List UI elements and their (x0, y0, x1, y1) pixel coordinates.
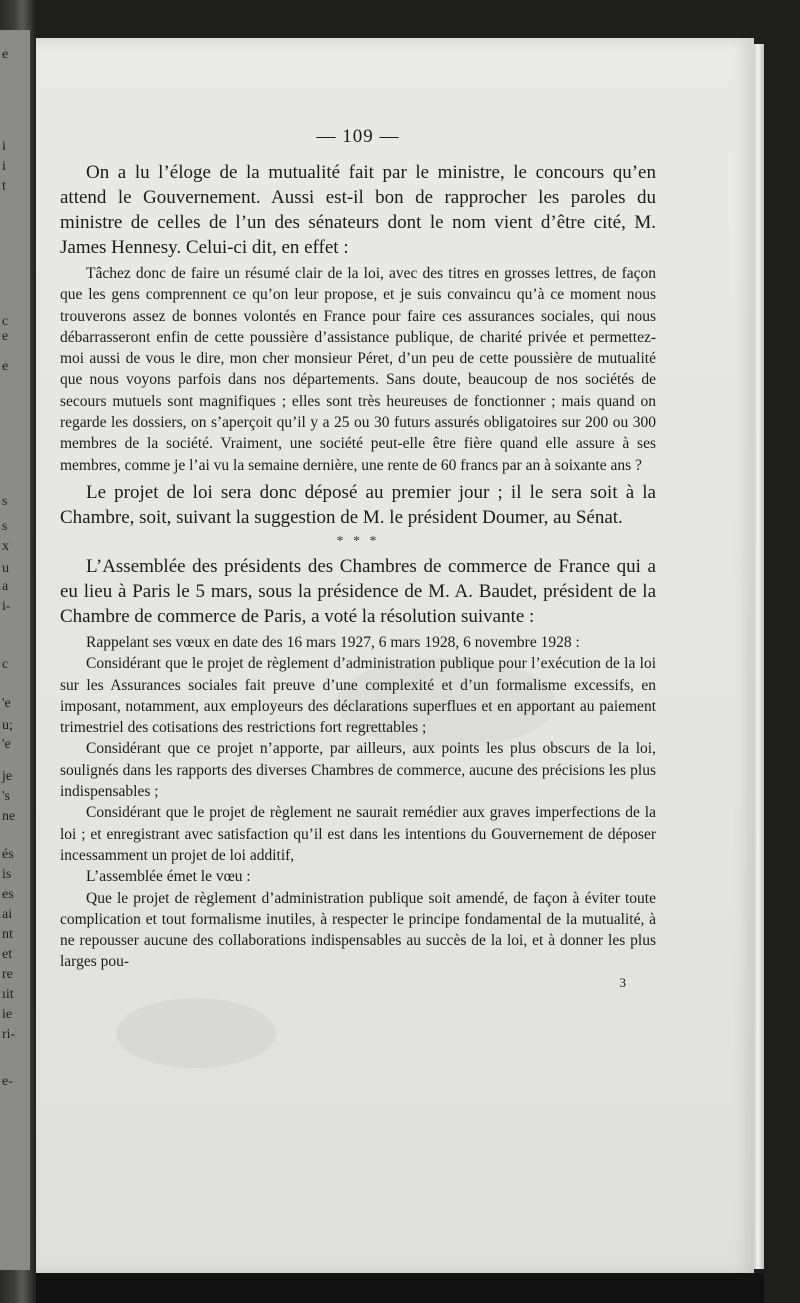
page-edge (754, 44, 764, 1269)
prev-page-fragment: is (2, 867, 12, 882)
prev-page-fragment: s (2, 494, 8, 509)
prev-page-fragment: x (2, 539, 9, 554)
resolution-text: Considérant que le projet de règlement d’administration publique pour l’exécution de la loi sur les Assurances sociales fait preuve d’une complexité et d’un formalisme excessifs, en imposant, notamment, aux employeurs des déclarations superflues et en apportant au paiement trimestriel des cotisations des restrictions fort regrettables ; (60, 655, 656, 737)
prev-page-fragment: 'e (2, 696, 11, 711)
prev-page-fragment: t (2, 179, 6, 194)
previous-page-edge (0, 30, 30, 1270)
resolution-text: Rappelant ses vœux en date des 16 mars 1927, 6 mars 1928, 6 novembre 1928 : (86, 633, 580, 651)
prev-page-fragment: a (2, 579, 9, 594)
prev-page-fragment: u (2, 561, 9, 576)
book-page (36, 38, 754, 1273)
sheet-signature-mark: 3 (619, 974, 626, 990)
paragraph: Le projet de loi sera donc déposé au premier jour ; il le sera soit à la Chambre, soit, suivant la suggestion de M. le président Doumer, au Sénat. (60, 481, 656, 528)
prev-page-fragment: es (2, 887, 14, 902)
prev-page-fragment: et (2, 947, 13, 962)
prev-page-fragment: ne (2, 809, 16, 824)
prev-page-fragment: s (2, 519, 8, 534)
prev-page-fragment: u; (2, 718, 13, 733)
prev-page-fragment: i (2, 139, 6, 154)
prev-page-fragment: e (2, 329, 9, 344)
prev-page-fragment: e (2, 47, 9, 62)
page-number: — 109 — (316, 126, 400, 147)
prev-page-fragment: nt (2, 927, 13, 942)
paragraph: L’Assemblée des présidents des Chambres de commerce de France qui a eu lieu à Paris le 5 mars, sous la présidence de M. A. Baudet, président de la Chambre de commerce de Paris, a voté la résolution suivante : (60, 555, 656, 627)
prev-page-fragment: 's (2, 789, 10, 804)
prev-page-fragment: ri- (2, 1027, 16, 1042)
resolution-text: L’assemblée émet le vœu : (86, 868, 251, 886)
resolution-text: Considérant que ce projet n’apporte, par ailleurs, aux points les plus obscurs de la loi, soulignés dans les rapports des diverses Chambres de commerce, aucune des précisions les plus indispensables ; (60, 740, 656, 801)
prev-page-fragment: ie (2, 1007, 13, 1022)
prev-page-fragment: je (2, 769, 13, 784)
paper-stain (116, 998, 276, 1068)
prev-page-fragment: i (2, 159, 6, 174)
prev-page-fragment: 'e (2, 737, 11, 752)
paragraph: On a lu l’éloge de la mutualité fait par le ministre, le concours qu’en attend le Gouvernement. Aussi est-il bon de rapprocher les paroles du ministre de celles de l’un des sénateurs dont le nom vient d’être cité, M. James Hennesy. Celui-ci dit, en effet : (60, 162, 656, 258)
scan-background (36, 1273, 764, 1303)
prev-page-fragment: c (2, 314, 9, 329)
resolution-text: Que le projet de règlement d’administration publique soit amendé, de façon à éviter toute complication et tout formalisme inutiles, à respecter le principe fondamental de la mutualité, à ne repousser aucune des collaborations indispensables au succès de la loi, et à donner les plus larges pou- (60, 889, 656, 971)
prev-page-fragment: re (2, 967, 13, 982)
quoted-speech: Tâchez donc de faire un résumé clair de la loi, avec des titres en grosses lettres, de façon que les gens comprennent ce qu’on leur propose, et je suis convaincu qu’à ce moment nous trouverons assez de bonnes volontés en France pour faire ces assurances sociales, qui nous débarrasseront enfin de cette poussière d’assistance publique, de charité privée et permettez-moi aussi de vous le dire, mon cher monsieur Péret, d’un peu de cette poussière de mutualité que nous voyons parfois dans nos départements. Sans doute, beaucoup de nos sociétés de secours mutuels sont magnifiques ; elles sont très heureuses de fonctionner ; mais quand on regarde les dossiers, on s’aperçoit qu’il y a 25 ou 30 futurs assurés obligatoires sur 200 ou 300 membres de la société. Vraiment, une société peut-elle être fière quand elle assure à ses membres, comme je l’ai vu la semaine dernière, une rente de 60 francs par an à soixante ans ? (60, 265, 656, 474)
prev-page-fragment: és (2, 847, 14, 862)
page-content (60, 126, 656, 991)
prev-page-fragment: ıit (2, 987, 14, 1002)
prev-page-fragment: c (2, 657, 9, 672)
resolution-text: Considérant que le projet de règlement ne saurait remédier aux graves imperfections de la loi ; et enregistrant avec satisfaction qu’il est dans les intentions du Gouvernement de déposer incessamment un projet de loi additif, (60, 804, 656, 864)
prev-page-fragment: ai (2, 907, 13, 922)
prev-page-fragment: e- (2, 1074, 13, 1089)
prev-page-fragment: e (2, 359, 9, 374)
prev-page-fragment: i- (2, 599, 11, 614)
section-separator: * * * (336, 533, 380, 549)
